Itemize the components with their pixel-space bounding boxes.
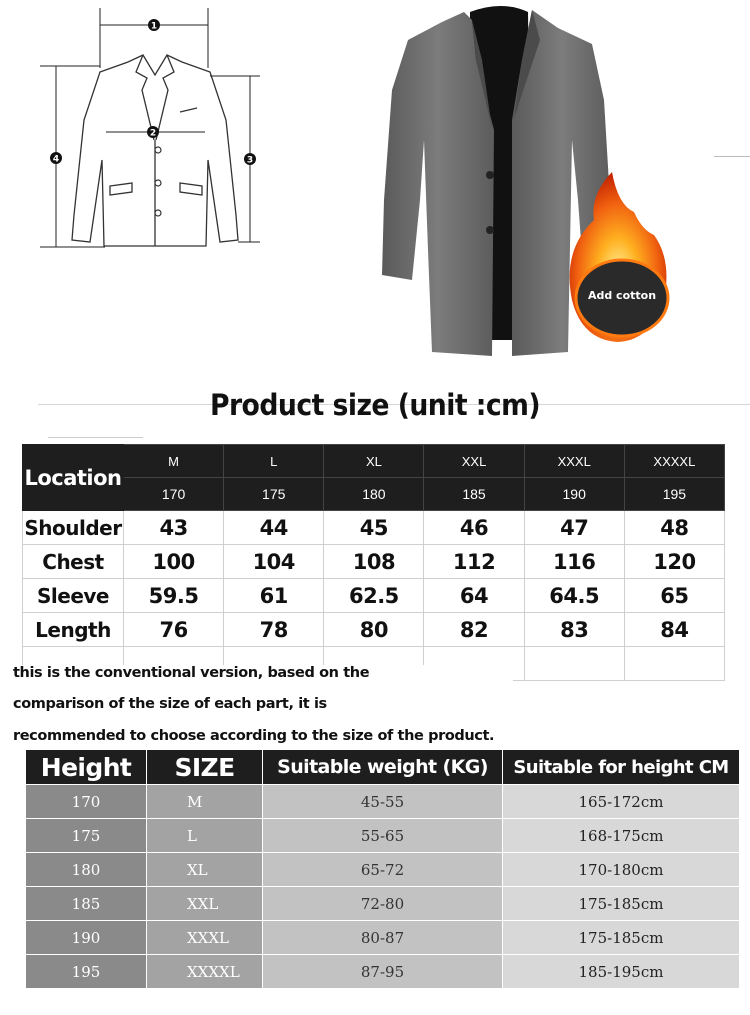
table-cell: 45-55 bbox=[263, 785, 503, 819]
table-cell: 175-185cm bbox=[503, 887, 740, 921]
table-cell: 44 bbox=[224, 511, 324, 545]
row-label-shoulder: Shoulder bbox=[23, 511, 124, 545]
svg-text:4: 4 bbox=[52, 154, 60, 165]
divider-line bbox=[48, 437, 143, 438]
table-row bbox=[26, 887, 740, 921]
table-cell: 83 bbox=[524, 613, 624, 647]
column-header-height: Height bbox=[26, 750, 147, 785]
size-header: XXXXL bbox=[624, 445, 724, 478]
size-header: L bbox=[224, 445, 324, 478]
table-cell: M bbox=[147, 785, 263, 819]
table-cell: 185-195cm bbox=[503, 955, 740, 989]
table-cell: 170-180cm bbox=[503, 853, 740, 887]
size-header: M bbox=[124, 445, 224, 478]
table-cell: XXL bbox=[147, 887, 263, 921]
note-line: comparison of the size of each part, it is bbox=[13, 696, 327, 712]
table-cell: 47 bbox=[524, 511, 624, 545]
table-cell: 65-72 bbox=[263, 853, 503, 887]
table-cell: 195 bbox=[26, 955, 147, 989]
table-cell: XXXXL bbox=[147, 955, 263, 989]
table-cell: XXXL bbox=[147, 921, 263, 955]
table-cell: L bbox=[147, 819, 263, 853]
size-header: XL bbox=[324, 445, 424, 478]
table-cell: 100 bbox=[124, 545, 224, 579]
table-cell: 55-65 bbox=[263, 819, 503, 853]
svg-text:3: 3 bbox=[246, 155, 254, 166]
table-row bbox=[26, 819, 740, 853]
table-row bbox=[23, 511, 725, 545]
table-cell: 65 bbox=[624, 579, 724, 613]
table-cell: 170 bbox=[26, 785, 147, 819]
height-header: 190 bbox=[524, 478, 624, 511]
table-cell: 185 bbox=[26, 887, 147, 921]
table-cell: 64.5 bbox=[524, 579, 624, 613]
height-header: 170 bbox=[124, 478, 224, 511]
table-cell: 46 bbox=[424, 511, 524, 545]
column-header-suitable-height: Suitable for height CM bbox=[503, 750, 740, 785]
height-header: 175 bbox=[224, 478, 324, 511]
table-row bbox=[26, 853, 740, 887]
table-cell: 43 bbox=[124, 511, 224, 545]
row-label-length: Length bbox=[23, 613, 124, 647]
height-header: 195 bbox=[624, 478, 724, 511]
table-cell: 78 bbox=[224, 613, 324, 647]
svg-text:2: 2 bbox=[149, 128, 157, 139]
table-cell: 108 bbox=[324, 545, 424, 579]
table-cell: 180 bbox=[26, 853, 147, 887]
table-cell: 82 bbox=[424, 613, 524, 647]
marker-3 bbox=[244, 153, 256, 166]
divider-line bbox=[714, 156, 750, 157]
table-cell: 80-87 bbox=[263, 921, 503, 955]
table-cell: 120 bbox=[624, 545, 724, 579]
table-row bbox=[23, 579, 725, 613]
table-cell: 64 bbox=[424, 579, 524, 613]
marker-1 bbox=[148, 19, 160, 32]
coat-product-photo bbox=[372, 0, 702, 362]
table-cell: 80 bbox=[324, 613, 424, 647]
location-header: Location bbox=[23, 445, 124, 511]
column-header-weight: Suitable weight (KG) bbox=[263, 750, 503, 785]
svg-text:Add cotton: Add cotton bbox=[587, 289, 657, 302]
table-cell: 190 bbox=[26, 921, 147, 955]
size-recommendation-table bbox=[25, 749, 740, 989]
table-row bbox=[26, 785, 740, 819]
table-cell: 112 bbox=[424, 545, 524, 579]
table-row bbox=[23, 545, 725, 579]
table-cell: 84 bbox=[624, 613, 724, 647]
note-line: recommended to choose according to the size of the product. bbox=[13, 728, 495, 744]
row-label-chest: Chest bbox=[23, 545, 124, 579]
height-header: 180 bbox=[324, 478, 424, 511]
table-cell: 61 bbox=[224, 579, 324, 613]
note-line: this is the conventional version, based on the bbox=[13, 665, 513, 681]
column-header-size: SIZE bbox=[147, 750, 263, 785]
table-cell: 116 bbox=[524, 545, 624, 579]
coat-measurement-diagram bbox=[30, 0, 280, 260]
size-header: XXXL bbox=[524, 445, 624, 478]
table-cell: 104 bbox=[224, 545, 324, 579]
table-cell: 168-175cm bbox=[503, 819, 740, 853]
table-cell: 76 bbox=[124, 613, 224, 647]
table-cell: 72-80 bbox=[263, 887, 503, 921]
table-cell: XL bbox=[147, 853, 263, 887]
table-row bbox=[26, 921, 740, 955]
table-cell: 59.5 bbox=[124, 579, 224, 613]
page-title: Product size (unit :cm) bbox=[209, 388, 541, 422]
height-header: 185 bbox=[424, 478, 524, 511]
size-header: XXL bbox=[424, 445, 524, 478]
product-size-table bbox=[22, 444, 725, 681]
table-cell: 165-172cm bbox=[503, 785, 740, 819]
marker-4 bbox=[50, 152, 62, 165]
row-label-sleeve: Sleeve bbox=[23, 579, 124, 613]
table-row bbox=[26, 955, 740, 989]
table-cell: 45 bbox=[324, 511, 424, 545]
table-cell: 87-95 bbox=[263, 955, 503, 989]
table-cell: 62.5 bbox=[324, 579, 424, 613]
svg-text:1: 1 bbox=[150, 21, 158, 32]
table-cell: 48 bbox=[624, 511, 724, 545]
table-cell: 175-185cm bbox=[503, 921, 740, 955]
table-cell: 175 bbox=[26, 819, 147, 853]
table-row bbox=[23, 613, 725, 647]
